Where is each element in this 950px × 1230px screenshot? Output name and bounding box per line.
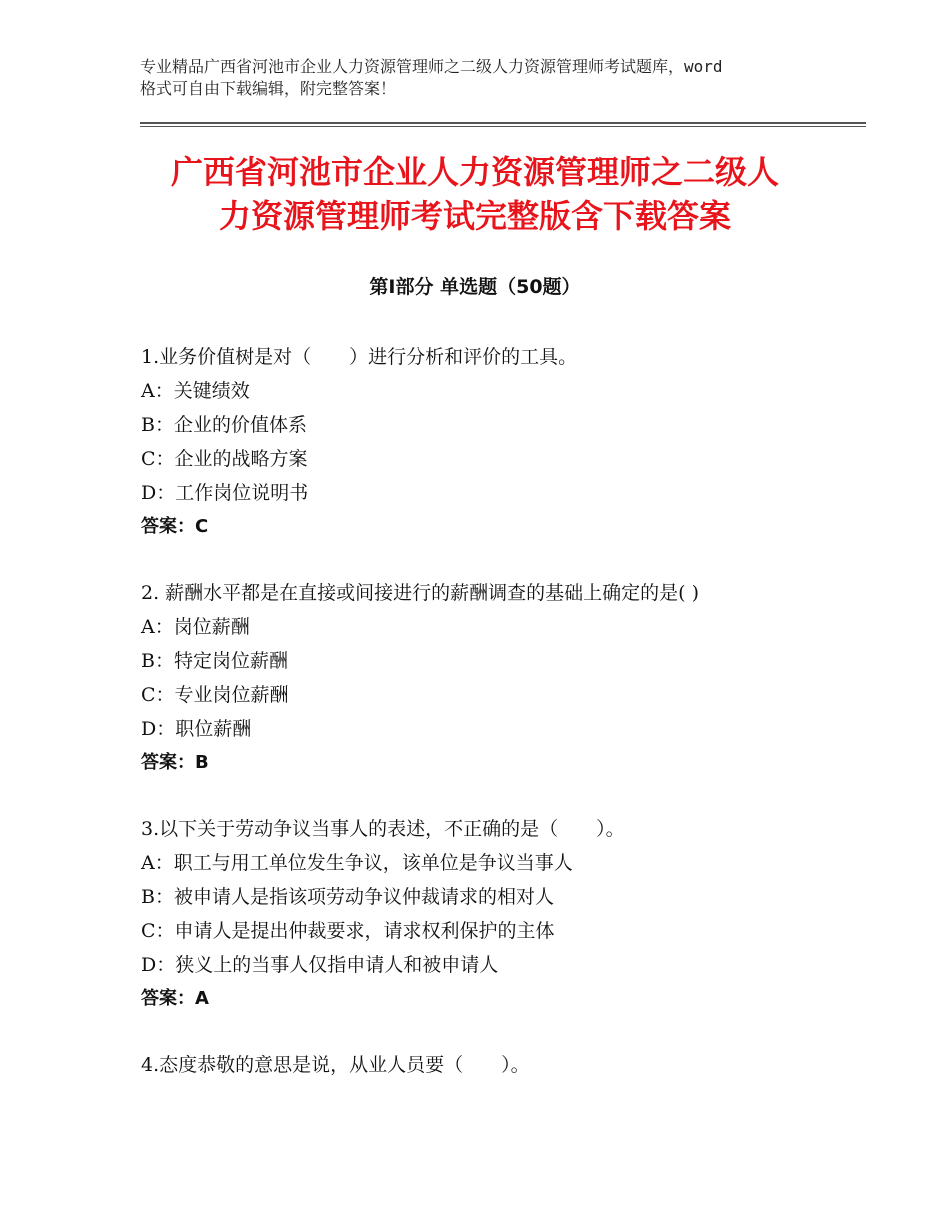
question-stem: 4.态度恭敬的意思是说，从业人员要（ ）。 [141,1054,530,1076]
question-list [141,340,841,1114]
answer: 答案：B [141,752,209,773]
document-title-line-1: 广西省河池市企业人力资源管理师之二级人 [170,153,779,191]
option-b: B：企业的价值体系 [141,414,307,436]
question-2 [141,576,841,780]
section-heading: 第Ⅰ部分 单选题（50题） [369,276,581,298]
option-c: C：申请人是提出仲裁要求，请求权利保护的主体 [141,920,555,942]
header-note-line-2: 格式可自由下载编辑，附完整答案！ [140,79,397,98]
answer: 答案：C [141,516,209,537]
header-divider [140,122,866,127]
option-a: A：关键绩效 [141,380,250,402]
option-b: B：被申请人是指该项劳动争议仲裁请求的相对人 [141,886,554,908]
question-stem: 1.业务价值树是对（ ）进行分析和评价的工具。 [141,346,578,368]
question-stem: 3.以下关于劳动争议当事人的表述，不正确的是（ ）。 [141,818,625,840]
document-title-line-2: 力资源管理师考试完整版含下载答案 [218,197,731,235]
answer: 答案：A [141,988,209,1009]
question-stem: 2. 薪酬水平都是在直接或间接进行的薪酬调查的基础上确定的是( ) [141,582,700,604]
option-a: A：职工与用工单位发生争议，该单位是争议当事人 [141,852,573,874]
option-c: C：企业的战略方案 [141,448,308,470]
header-note-line-1: 专业精品广西省河池市企业人力资源管理师之二级人力资源管理师考试题库，word [140,57,723,76]
option-a: A：岗位薪酬 [141,616,250,638]
question-3 [141,812,841,1016]
document-title [100,150,850,238]
option-c: C：专业岗位薪酬 [141,684,289,706]
option-d: D：工作岗位说明书 [141,482,309,504]
option-d: D：职位薪酬 [141,718,252,740]
header-note [140,56,820,100]
option-d: D：狭义上的当事人仅指申请人和被申请人 [141,954,499,976]
option-b: B：特定岗位薪酬 [141,650,288,672]
question-4 [141,1048,841,1082]
question-1 [141,340,841,544]
